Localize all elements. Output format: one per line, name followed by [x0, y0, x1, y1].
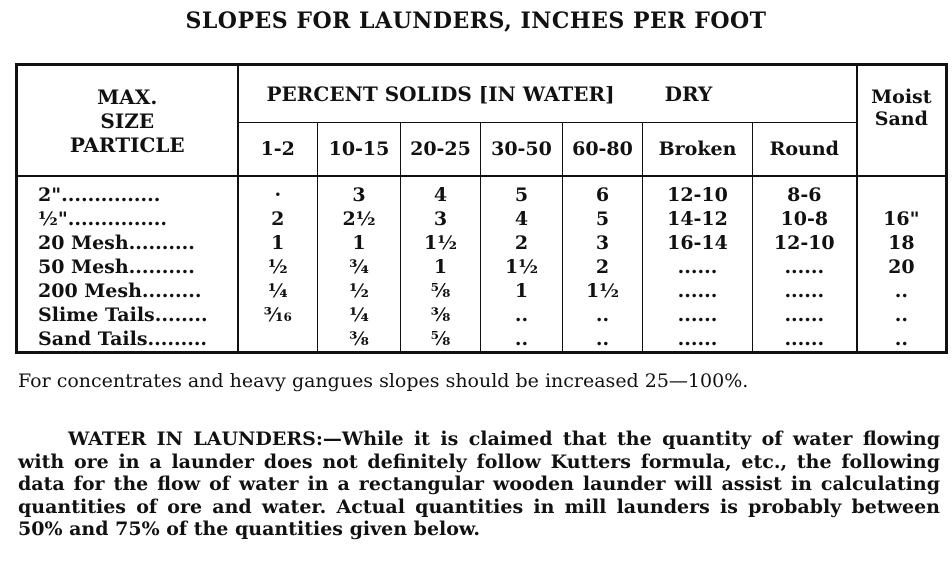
table-cell: ¼ [238, 279, 318, 303]
table-cell: ³⁄₁₆ [238, 303, 318, 327]
slope-note: For concentrates and heavy gangues slopes should be increased 25—100%. [18, 370, 749, 392]
table-cell: 2 [238, 207, 318, 231]
table-cell: ⅜ [318, 327, 401, 353]
table-cell: 12-10 [643, 176, 753, 207]
table-cell: 3 [318, 176, 401, 207]
table-row [17, 255, 947, 279]
table-cell: 16-14 [643, 231, 753, 255]
table-cell [238, 327, 318, 353]
table-cell: ...... [643, 279, 753, 303]
table-cell: 8-6 [787, 183, 822, 206]
table-cell: 1½ [401, 231, 481, 255]
column-header: Broken [643, 123, 753, 177]
table-cell: 2½ [318, 207, 401, 231]
row-label: 50 Mesh.......... [17, 255, 238, 279]
table-cell: ½ [238, 255, 318, 279]
table-cell: ¼ [318, 303, 401, 327]
table-cell: 12-10 [773, 231, 835, 254]
table-cell: 10-8 [780, 207, 829, 230]
table-row [17, 327, 947, 353]
table-cell: · [238, 176, 318, 207]
table-cell: 6 [563, 176, 643, 207]
table-cell: 14-12 [643, 207, 753, 231]
table-cell: ...... [643, 327, 753, 353]
paragraph-lead: WATER IN LAUNDERS:— [68, 428, 342, 450]
moist-sand-cell: .. [857, 327, 947, 353]
row-label: Sand Tails......... [17, 327, 238, 353]
max-header-line: SIZE [100, 108, 155, 133]
table-cell: 5 [563, 207, 643, 231]
row-label: 2"............... [17, 176, 238, 207]
moist-sand-cell: 18 [857, 231, 947, 255]
moist-sand-cell: 20 [857, 255, 947, 279]
table-cell: .. [563, 327, 643, 353]
table-cell: .. [481, 303, 563, 327]
dry-header: DRY [664, 82, 713, 106]
table-cell: ¾ [318, 255, 401, 279]
max-header-line: MAX. [97, 84, 158, 109]
table-cell: 2 [563, 255, 643, 279]
moist-sand-header [857, 65, 947, 177]
row-label: Slime Tails........ [17, 303, 238, 327]
group-header [238, 65, 857, 123]
page-title: SLOPES FOR LAUNDERS, INCHES PER FOOT [185, 8, 767, 34]
table-cell: 4 [401, 176, 481, 207]
table-cell: ...... [784, 255, 825, 278]
table-row [17, 207, 947, 231]
slopes-table [15, 63, 948, 354]
table-row [17, 176, 947, 207]
table-cell: 4 [481, 207, 563, 231]
table-cell: ⅜ [401, 303, 481, 327]
column-header: Round [753, 123, 857, 177]
table-cell: .. [481, 327, 563, 353]
moist-header-line: Moist [871, 86, 932, 108]
table-cell: 1 [318, 231, 401, 255]
paragraph-body: While it is claimed that the quantity of water flowing with ore in a launder does not definitely follow Kutters formula, etc., the following data for the flow of water in a rectangular wooden launder will assist in calculating quantities of ore and water. Actual quantities in mill launders is probably between 50% and 75% of the quantities given below. [18, 428, 940, 540]
column-header: 1-2 [238, 123, 318, 177]
table-cell: ...... [784, 327, 825, 350]
table-cell: ...... [784, 279, 825, 302]
table-cell: ...... [643, 255, 753, 279]
table-cell: 1 [238, 231, 318, 255]
moist-sand-cell: 16" [857, 207, 947, 231]
column-header: 10-15 [318, 123, 401, 177]
table-cell: 3 [563, 231, 643, 255]
row-label: 200 Mesh......... [17, 279, 238, 303]
row-label: ½"............... [17, 207, 238, 231]
percent-solids-header: PERCENT SOLIDS [IN WATER] [266, 82, 615, 106]
table-cell: ...... [643, 303, 753, 327]
column-header: 30-50 [481, 123, 563, 177]
moist-header-line: Sand [874, 108, 928, 130]
row-label: 20 Mesh.......... [17, 231, 238, 255]
water-in-launders-paragraph [18, 428, 940, 541]
table-cell: ½ [318, 279, 401, 303]
moist-sand-cell: .. [857, 303, 947, 327]
max-size-header [17, 65, 238, 177]
table-cell: 1 [401, 255, 481, 279]
column-header: 20-25 [401, 123, 481, 177]
table-cell: 2 [481, 231, 563, 255]
column-header: 60-80 [563, 123, 643, 177]
table-cell: 1½ [481, 255, 563, 279]
table-cell: 5 [481, 176, 563, 207]
moist-sand-cell: .. [857, 279, 947, 303]
table-row [17, 279, 947, 303]
table-cell: .. [563, 303, 643, 327]
table-cell: ⅝ [401, 279, 481, 303]
table-cell: 1 [481, 279, 563, 303]
max-header-line: PARTICLE [69, 132, 185, 157]
table-cell: ⅝ [401, 327, 481, 353]
table-cell: ...... [784, 303, 825, 326]
moist-sand-cell [857, 176, 947, 207]
table-row [17, 303, 947, 327]
table-cell: 3 [401, 207, 481, 231]
table-row [17, 231, 947, 255]
table-cell: 1½ [563, 279, 643, 303]
